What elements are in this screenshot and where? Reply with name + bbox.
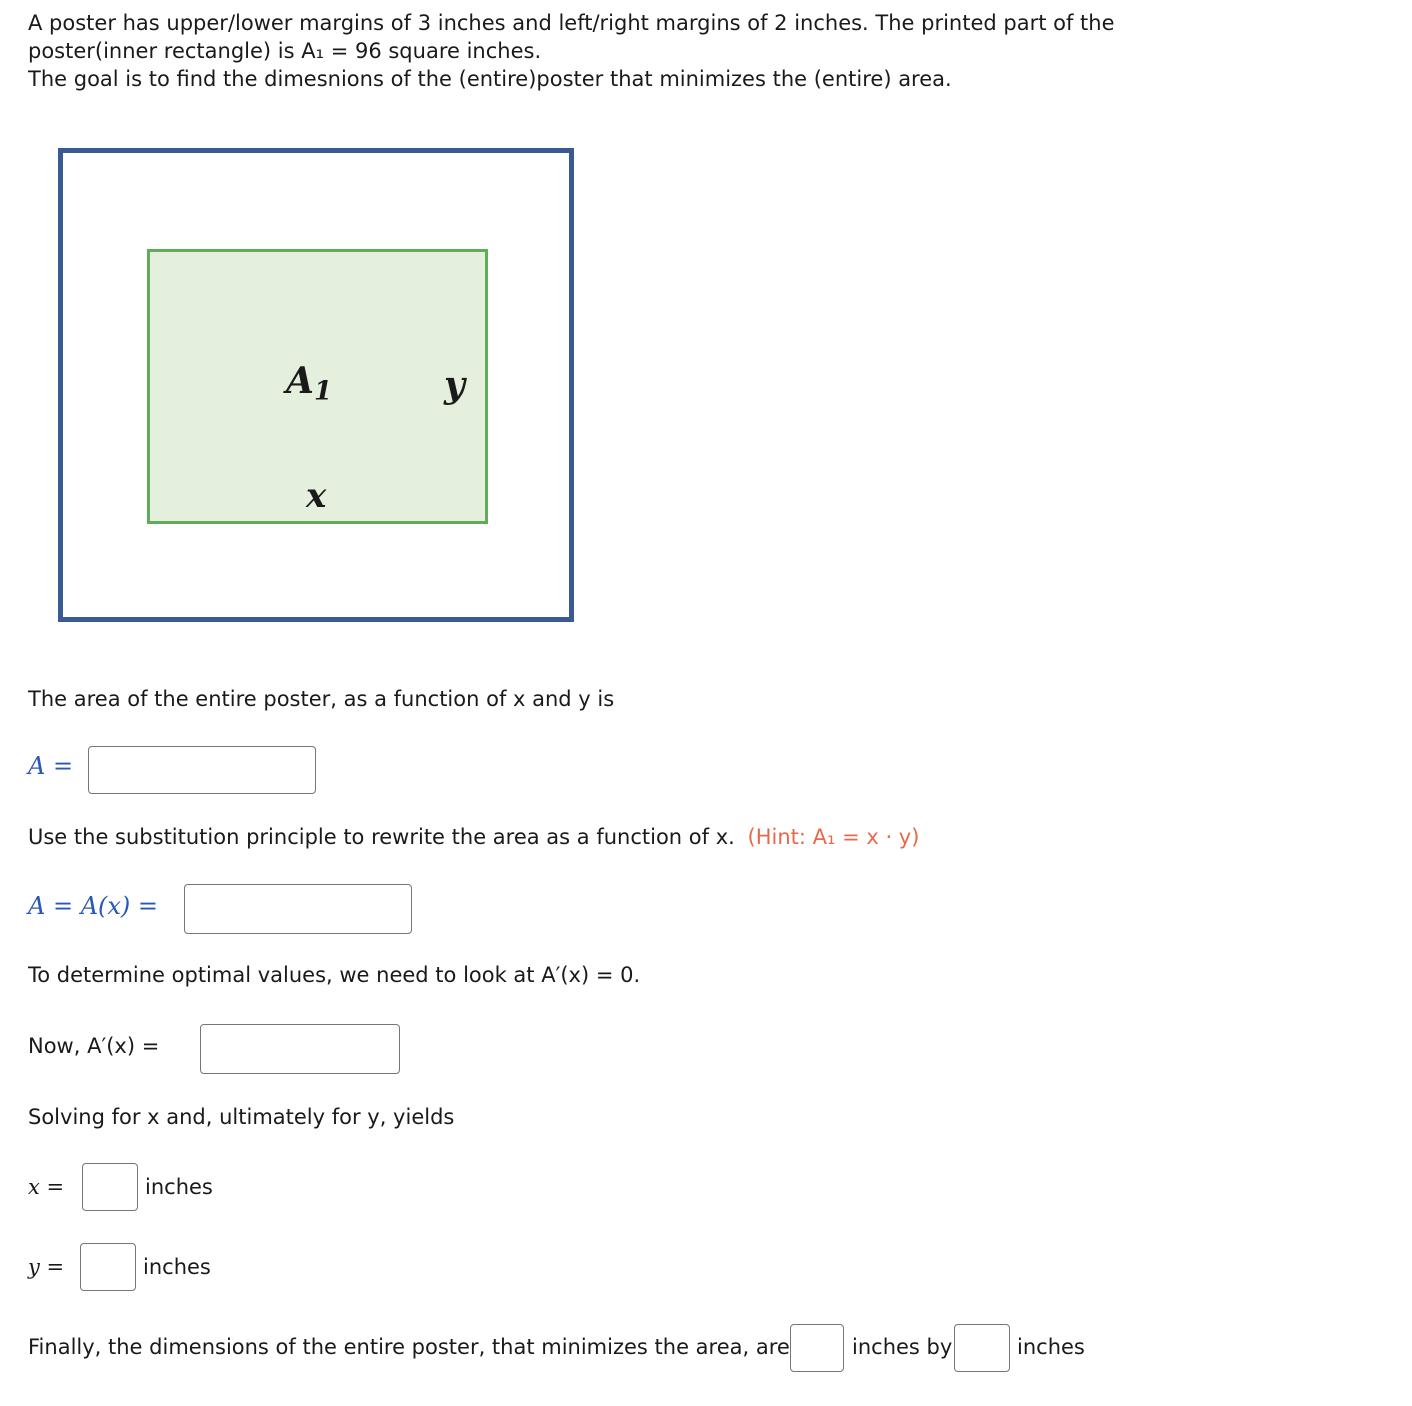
poster-diagram [58, 148, 574, 622]
area-xy-input[interactable] [88, 746, 316, 794]
poster-height-input[interactable] [954, 1324, 1010, 1372]
problem-line-1: A poster has upper/lower margins of 3 inches and left/right margins of 2 inches. The printed part of the [28, 11, 1115, 35]
y-dimension-label: y [444, 364, 465, 406]
q4-label: Now, A′(x) = [28, 1034, 160, 1058]
derivative-input[interactable] [200, 1024, 400, 1074]
problem-line-2: poster(inner rectangle) is A₁ = 96 square inches. [28, 39, 542, 63]
y-unit: inches [143, 1255, 211, 1279]
a1-label: $A_1$ [286, 360, 332, 407]
x-dimension-label: x [306, 476, 327, 516]
y-solution-input[interactable] [80, 1243, 136, 1291]
q1-label: A = [28, 752, 74, 780]
q2-hint: (Hint: A₁ = x · y) [747, 825, 920, 849]
q1-text: The area of the entire poster, as a function of x and y is [28, 687, 615, 711]
q2-label: A = A(x) = [28, 892, 159, 920]
q6-text: Finally, the dimensions of the entire poster, that minimizes the area, are [28, 1335, 790, 1359]
q2-text: Use the substitution principle to rewrite the area as a function of x. (Hint: A₁ = x · y) [28, 825, 920, 849]
a1-subscript: 1 [313, 376, 332, 407]
q3-text: To determine optimal values, we need to look at A′(x) = 0. [28, 963, 641, 987]
x-solution-input[interactable] [82, 1163, 138, 1211]
y-solution-label: y = [28, 1255, 65, 1279]
x-solution-label: x = [28, 1175, 65, 1199]
x-unit: inches [145, 1175, 213, 1199]
poster-width-unit: inches by [852, 1335, 953, 1359]
poster-height-unit: inches [1017, 1335, 1085, 1359]
q5-text: Solving for x and, ultimately for y, yields [28, 1105, 455, 1129]
area-function-input[interactable] [184, 884, 412, 934]
poster-width-input[interactable] [790, 1324, 844, 1372]
problem-line-3: The goal is to find the dimesnions of the (entire)poster that minimizes the (entire) area. [28, 67, 952, 91]
